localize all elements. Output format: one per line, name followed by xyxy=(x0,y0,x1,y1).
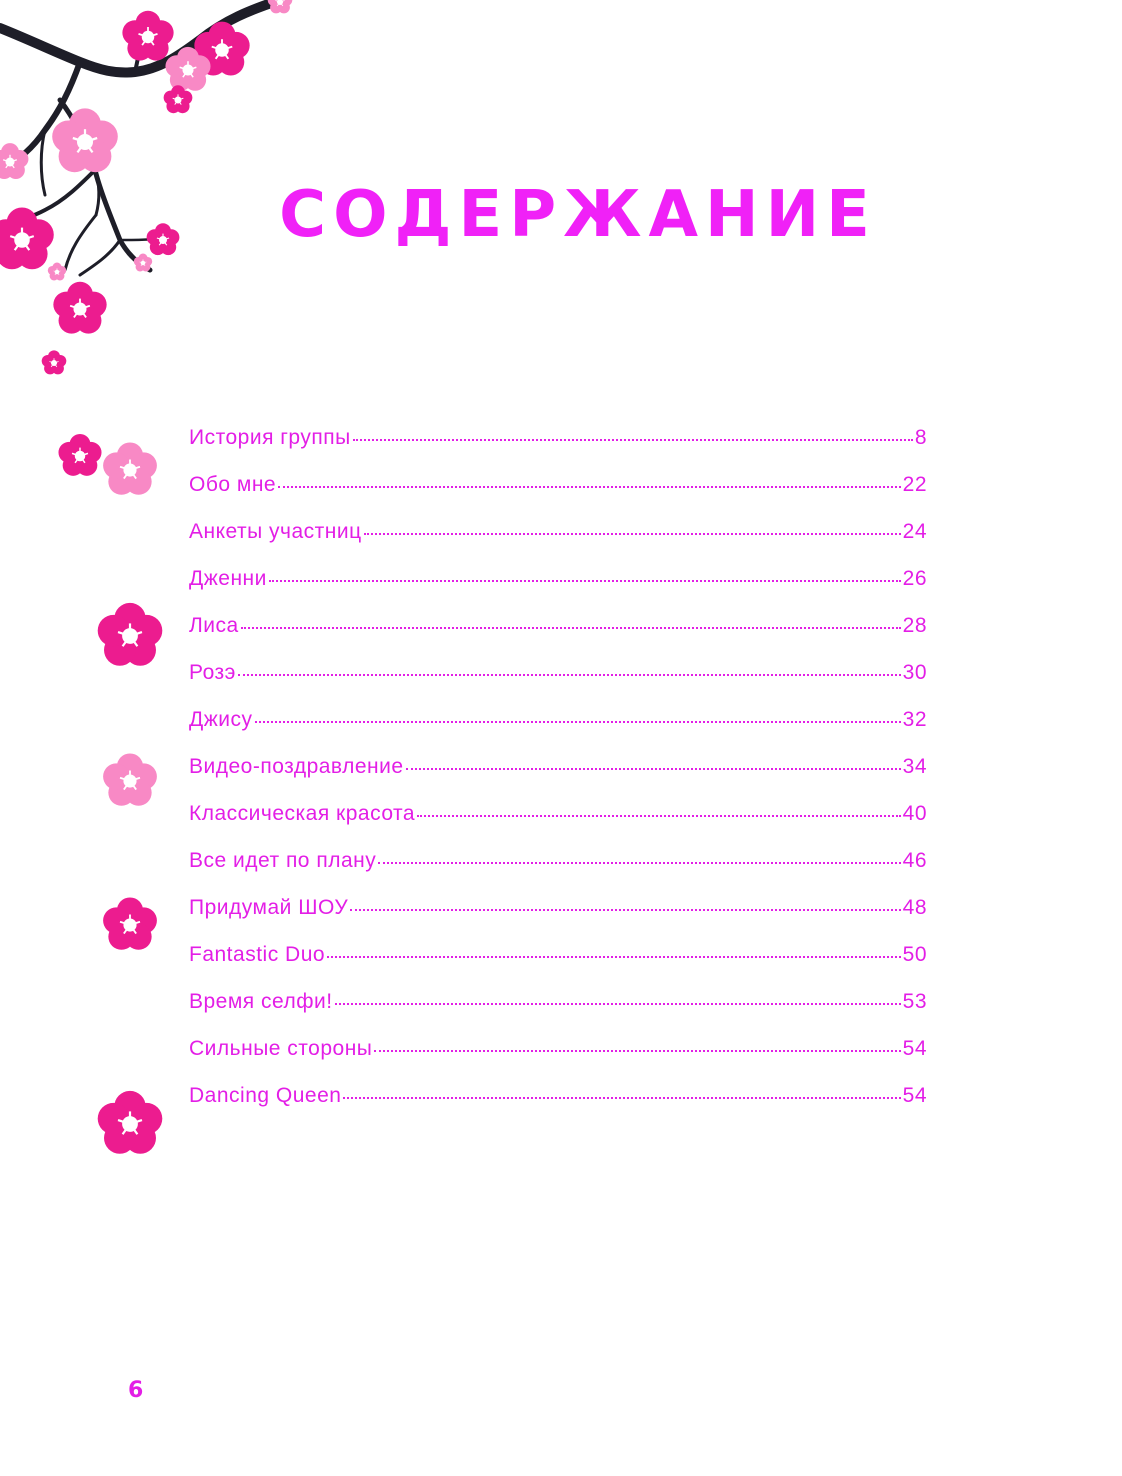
toc-entry-page: 50 xyxy=(902,943,927,966)
toc-entry-page: 30 xyxy=(902,661,927,684)
toc-entry-title: Все идет по плану xyxy=(189,849,377,872)
toc-entry-page: 53 xyxy=(902,990,927,1013)
dot-leader xyxy=(374,1048,900,1052)
cherry-blossom-icon xyxy=(94,1088,166,1160)
table-of-contents xyxy=(189,426,927,1131)
toc-entry[interactable] xyxy=(189,755,927,802)
dot-leader xyxy=(406,766,901,770)
toc-entry-title: Видео-поздравление xyxy=(189,755,404,778)
dot-leader xyxy=(343,1095,900,1099)
toc-entry-title: Анкеты участниц xyxy=(189,520,362,543)
cherry-blossom-icon xyxy=(100,440,160,500)
toc-entry-title: Fantastic Duo xyxy=(189,943,326,966)
toc-entry-title: История группы xyxy=(189,426,351,449)
toc-entry[interactable] xyxy=(189,567,927,614)
toc-entry-title: Классическая красота xyxy=(189,802,416,825)
toc-entry-page: 22 xyxy=(902,473,927,496)
dot-leader xyxy=(364,531,901,535)
toc-entry[interactable] xyxy=(189,520,927,567)
toc-entry-page: 8 xyxy=(914,426,927,449)
toc-entry[interactable] xyxy=(189,661,927,708)
toc-entry-page: 54 xyxy=(902,1037,927,1060)
toc-entry-title: Дженни xyxy=(189,567,267,590)
page-number: 6 xyxy=(128,1378,144,1403)
dot-leader xyxy=(241,625,901,629)
toc-entry-title: Сильные стороны xyxy=(189,1037,373,1060)
page-title: СОДЕРЖАНИЕ xyxy=(279,178,877,252)
toc-entry-page: 24 xyxy=(902,520,927,543)
dot-leader xyxy=(378,860,900,864)
dot-leader xyxy=(335,1001,901,1005)
toc-entry-page: 26 xyxy=(902,567,927,590)
toc-entry-title: Обо мне xyxy=(189,473,277,496)
dot-leader xyxy=(255,719,901,723)
cherry-blossom-icon xyxy=(94,600,166,672)
dot-leader xyxy=(269,578,901,582)
dot-leader xyxy=(278,484,901,488)
cherry-blossom-icon xyxy=(100,751,160,811)
toc-entry[interactable] xyxy=(189,896,927,943)
toc-entry[interactable] xyxy=(189,1084,927,1131)
toc-entry-page: 34 xyxy=(902,755,927,778)
toc-entry-title: Dancing Queen xyxy=(189,1084,342,1107)
toc-entry-title: Лиса xyxy=(189,614,239,637)
toc-entry-page: 46 xyxy=(902,849,927,872)
toc-entry[interactable] xyxy=(189,614,927,661)
toc-entry-title: Время селфи! xyxy=(189,990,333,1013)
toc-entry-page: 54 xyxy=(902,1084,927,1107)
dot-leader xyxy=(353,437,913,441)
toc-entry-page: 48 xyxy=(902,896,927,919)
dot-leader xyxy=(350,907,900,911)
toc-entry-title: Придумай ШОУ xyxy=(189,896,349,919)
dot-leader xyxy=(417,813,901,817)
toc-entry-page: 40 xyxy=(902,802,927,825)
toc-entry[interactable] xyxy=(189,473,927,520)
dot-leader xyxy=(327,954,901,958)
toc-entry[interactable] xyxy=(189,802,927,849)
cherry-blossom-icon xyxy=(56,432,104,480)
toc-entry[interactable] xyxy=(189,1037,927,1084)
toc-entry[interactable] xyxy=(189,849,927,896)
toc-entry-title: Розэ xyxy=(189,661,236,684)
cherry-blossom-icon xyxy=(100,895,160,955)
dot-leader xyxy=(238,672,901,676)
toc-entry-page: 32 xyxy=(902,708,927,731)
toc-entry[interactable] xyxy=(189,943,927,990)
toc-entry-page: 28 xyxy=(902,614,927,637)
toc-entry[interactable] xyxy=(189,708,927,755)
toc-entry[interactable] xyxy=(189,426,927,473)
toc-entry[interactable] xyxy=(189,990,927,1037)
toc-entry-title: Джису xyxy=(189,708,253,731)
